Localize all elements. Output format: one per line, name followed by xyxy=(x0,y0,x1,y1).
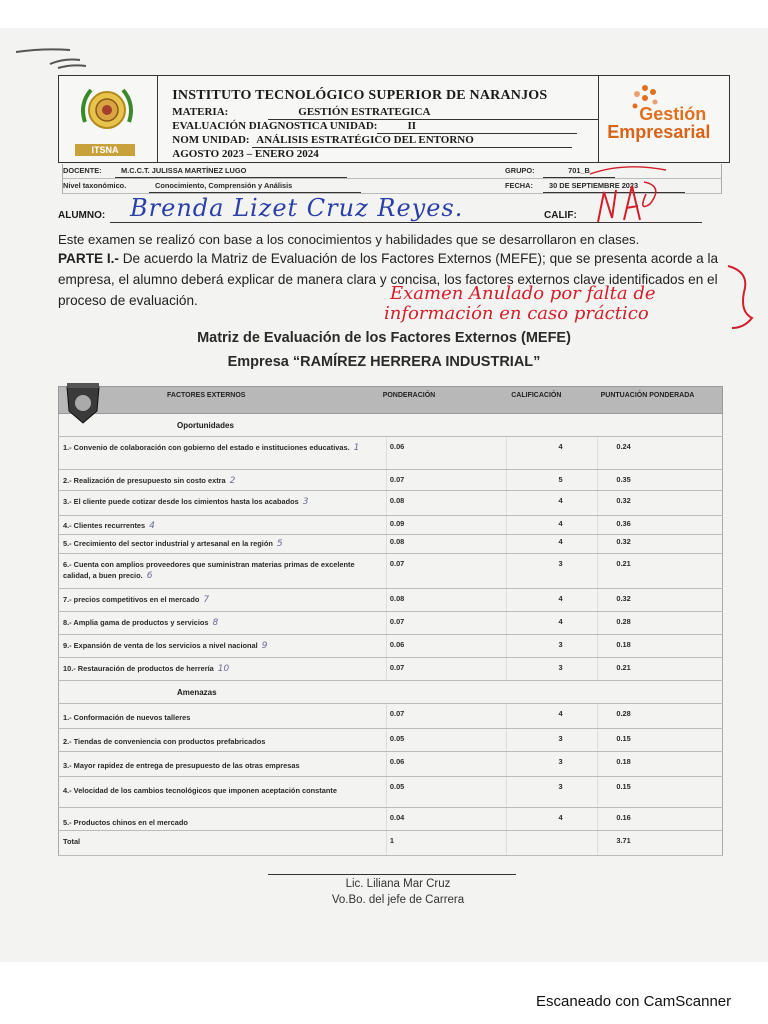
ponderacion-cell: 0.08 xyxy=(386,491,506,515)
puntuacion-cell: 0.15 xyxy=(597,729,722,751)
materia-line xyxy=(172,106,598,120)
total-ponderacion: 1 xyxy=(386,831,506,855)
factor-text: 8.- Amplia gama de productos y servicios xyxy=(63,618,209,627)
fecha-value: 30 DE SEPTIEMBRE 2023 xyxy=(543,179,685,193)
ponderacion-cell: 0.06 xyxy=(386,752,506,776)
table-row xyxy=(58,752,723,777)
hand-number: 7 xyxy=(203,595,210,605)
red-na-mark-icon xyxy=(584,156,674,236)
table-header xyxy=(58,386,723,414)
ponderacion-cell: 0.07 xyxy=(386,658,506,680)
docente-value: M.C.C.T. JULISSA MARTÍNEZ LUGO xyxy=(115,164,347,178)
handwritten-annulment xyxy=(384,284,764,324)
hand-number: 5 xyxy=(276,539,283,549)
header-calificacion: CALIFICACIÓN xyxy=(511,392,562,399)
grupo-label: GRUPO: xyxy=(505,166,535,175)
hand-number: 3 xyxy=(302,497,309,507)
calificacion-cell: 4 xyxy=(506,808,598,830)
annulment-line-2: información en caso práctico xyxy=(384,303,649,324)
evaluacion-value: II xyxy=(377,120,577,134)
scanner-watermark: Escaneado con CamScanner xyxy=(536,993,732,1010)
signature-name: Lic. Liliana Mar Cruz xyxy=(345,878,451,890)
hand-number: 9 xyxy=(261,641,268,651)
alumno-underline xyxy=(110,222,590,223)
section-opportunities xyxy=(58,414,723,437)
table-row xyxy=(58,658,723,681)
table-row xyxy=(58,777,723,808)
header-puntuacion: PUNTUACIÓN PONDERADA xyxy=(600,392,695,399)
puntuacion-cell: 0.16 xyxy=(597,808,722,830)
table-row xyxy=(58,635,723,658)
calif-label: CALIF: xyxy=(544,210,577,221)
section-threats xyxy=(58,681,723,704)
calificacion-cell: 4 xyxy=(506,589,598,611)
alumno-label: ALUMNO: xyxy=(58,210,106,221)
table-row xyxy=(58,535,723,554)
annulment-line-1: Examen Anulado por falta de xyxy=(390,283,656,304)
periodo-line xyxy=(172,148,598,161)
calificacion-cell: 4 xyxy=(506,535,598,553)
factor-text: 1.- Conformación de nuevos talleres xyxy=(63,713,191,722)
ponderacion-cell: 0.06 xyxy=(386,635,506,657)
institute-logo-cell xyxy=(59,76,158,162)
ponderacion-cell: 0.08 xyxy=(386,589,506,611)
puntuacion-cell: 0.28 xyxy=(597,704,722,728)
signature-role: Vo.Bo. del jefe de Carrera xyxy=(331,894,465,906)
materia-label: MATERIA: xyxy=(172,106,229,118)
section-opportunities-label: Oportunidades xyxy=(177,420,234,430)
puntuacion-cell: 0.18 xyxy=(597,752,722,776)
signature-line xyxy=(268,874,516,875)
puntuacion-cell: 0.32 xyxy=(597,491,722,515)
ponderacion-cell: 0.08 xyxy=(386,535,506,553)
brand-logo-cell xyxy=(598,76,729,162)
puntuacion-cell: 0.21 xyxy=(597,554,722,588)
table-row xyxy=(58,612,723,635)
puntuacion-cell: 0.15 xyxy=(597,777,722,807)
ponderacion-cell: 0.06 xyxy=(386,437,506,469)
unidad-label: NOM UNIDAD: xyxy=(172,134,250,146)
table-row xyxy=(58,437,723,470)
puntuacion-cell: 0.24 xyxy=(597,437,722,469)
red-bracket-icon xyxy=(722,262,762,332)
nivel-label: Nivel taxonómico. xyxy=(63,181,127,190)
hand-number: 1 xyxy=(353,443,360,453)
puntuacion-cell: 0.18 xyxy=(597,635,722,657)
header-info xyxy=(158,76,598,162)
puntuacion-cell: 0.32 xyxy=(597,589,722,611)
ponderacion-cell: 0.07 xyxy=(386,554,506,588)
header-ponderacion: PONDERACIÓN xyxy=(382,392,436,399)
grupo-value: 701_B xyxy=(543,164,615,178)
factor-text: 9.- Expansión de venta de los servicios a nivel nacional xyxy=(63,641,258,650)
factor-text: 2.- Tiendas de conveniencia con productos prefabricados xyxy=(63,737,266,746)
table-row xyxy=(58,516,723,535)
matrix-company: Empresa “RAMÍREZ HERRERA INDUSTRIAL” xyxy=(227,354,541,370)
puntuacion-cell: 0.21 xyxy=(597,658,722,680)
calificacion-cell: 3 xyxy=(506,729,598,751)
total-empty xyxy=(506,831,598,855)
parte-label: PARTE I.- xyxy=(58,251,119,266)
unidad-line xyxy=(172,134,598,148)
factor-text: 3.- Mayor rapidez de entrega de presupuesto de las otras empresas xyxy=(63,761,300,770)
docente-label: DOCENTE: xyxy=(63,166,102,175)
intro-text: Este examen se realizó con base a los conocimientos y habilidades que se desarrollaron en clases. xyxy=(58,232,640,247)
factor-text: 3.- El cliente puede cotizar desde los cimientos hasta los acabados xyxy=(63,497,299,506)
calificacion-cell: 3 xyxy=(506,752,598,776)
institute-name: INSTITUTO TECNOLÓGICO SUPERIOR DE NARANJOS xyxy=(172,88,548,103)
table-row xyxy=(58,470,723,491)
table-row xyxy=(58,729,723,752)
hand-number: 4 xyxy=(149,521,155,531)
periodo-text: AGOSTO 2023 – ENERO 2024 xyxy=(172,148,319,160)
ponderacion-cell: 0.09 xyxy=(386,516,506,534)
calificacion-cell: 4 xyxy=(506,516,598,534)
hand-number: 10 xyxy=(217,664,230,674)
ponderacion-cell: 0.04 xyxy=(386,808,506,830)
hand-number: 6 xyxy=(146,571,153,581)
nivel-value: Conocimiento, Comprensión y Análisis xyxy=(149,179,361,193)
factor-text: 7.- precios competitivos en el mercado xyxy=(63,595,200,604)
table-row xyxy=(58,491,723,516)
puntuacion-cell: 0.32 xyxy=(597,535,722,553)
factor-text: 4.- Clientes recurrentes xyxy=(63,521,146,530)
calificacion-cell: 4 xyxy=(506,704,598,728)
factor-text: 10.- Restauración de productos de herrería xyxy=(63,664,214,673)
total-puntuacion: 3.71 xyxy=(597,831,722,855)
ponderacion-cell: 0.07 xyxy=(386,704,506,728)
calificacion-cell: 4 xyxy=(506,612,598,634)
calificacion-cell: 4 xyxy=(506,491,598,515)
table-row xyxy=(58,704,723,729)
puntuacion-cell: 0.35 xyxy=(597,470,722,490)
table-row xyxy=(58,808,723,831)
calificacion-cell: 3 xyxy=(506,554,598,588)
itsna-label: ITSNA xyxy=(75,144,135,156)
calificacion-cell: 3 xyxy=(506,635,598,657)
materia-value: GESTIÓN ESTRATEGICA xyxy=(268,106,598,120)
mefe-table xyxy=(58,386,723,856)
parte-text: De acuerdo la Matriz de Evaluación de los Factores Externos (MEFE); que se presenta acorde a la empresa, el alumno deberá explicar de manera clara y concisa, los factores externos clave identificados en el proceso de evaluación. xyxy=(58,251,719,308)
calificacion-cell: 4 xyxy=(506,437,598,469)
header-factores: FACTORES EXTERNOS xyxy=(167,392,246,399)
ponderacion-cell: 0.07 xyxy=(386,470,506,490)
total-row xyxy=(58,831,723,856)
industrial-shield-icon xyxy=(63,381,103,425)
puntuacion-cell: 0.36 xyxy=(597,516,722,534)
factor-text: 2.- Realización de presupuesto sin costo extra xyxy=(63,476,226,485)
total-label: Total xyxy=(63,837,81,846)
matrix-title: Matriz de Evaluación de los Factores Externos (MEFE) xyxy=(197,330,571,346)
ponderacion-cell: 0.07 xyxy=(386,612,506,634)
factor-text: 5.- Crecimiento del sector industrial y artesanal en la región xyxy=(63,539,273,548)
pen-scribble xyxy=(14,38,94,78)
fecha-label: FECHA: xyxy=(505,181,533,190)
evaluacion-label: EVALUACIÓN DIAGNOSTICA UNIDAD: xyxy=(172,120,378,132)
brand-word-1: Gestión xyxy=(639,104,707,124)
calificacion-cell: 5 xyxy=(506,470,598,490)
puntuacion-cell: 0.28 xyxy=(597,612,722,634)
student-name: Brenda Lizet Cruz Reyes. xyxy=(130,194,464,222)
calificacion-cell: 3 xyxy=(506,658,598,680)
factor-text: 5.- Productos chinos en el mercado xyxy=(63,818,188,827)
exam-header xyxy=(58,75,730,163)
hand-number: 2 xyxy=(229,476,236,486)
factor-text: 1.- Convenio de colaboración con gobierno del estado e instituciones educativas. xyxy=(63,443,350,452)
evaluacion-line xyxy=(172,120,598,134)
section-threats-label: Amenazas xyxy=(177,687,217,697)
factor-text: 6.- Cuenta con amplios proveedores que suministran materias primas de excelente calidad, a buen precio. xyxy=(63,560,355,580)
itsna-seal-icon xyxy=(77,82,137,142)
unidad-value: ANÁLISIS ESTRATÉGICO DEL ENTORNO xyxy=(252,134,572,148)
brand-word-2: Empresarial xyxy=(607,122,711,142)
ponderacion-cell: 0.05 xyxy=(386,729,506,751)
factor-text: 4.- Velocidad de los cambios tecnológicos que imponen aceptación constante xyxy=(63,786,337,795)
table-row xyxy=(58,589,723,612)
calificacion-cell: 3 xyxy=(506,777,598,807)
table-row xyxy=(58,554,723,589)
hand-number: 8 xyxy=(212,618,219,628)
ponderacion-cell: 0.05 xyxy=(386,777,506,807)
